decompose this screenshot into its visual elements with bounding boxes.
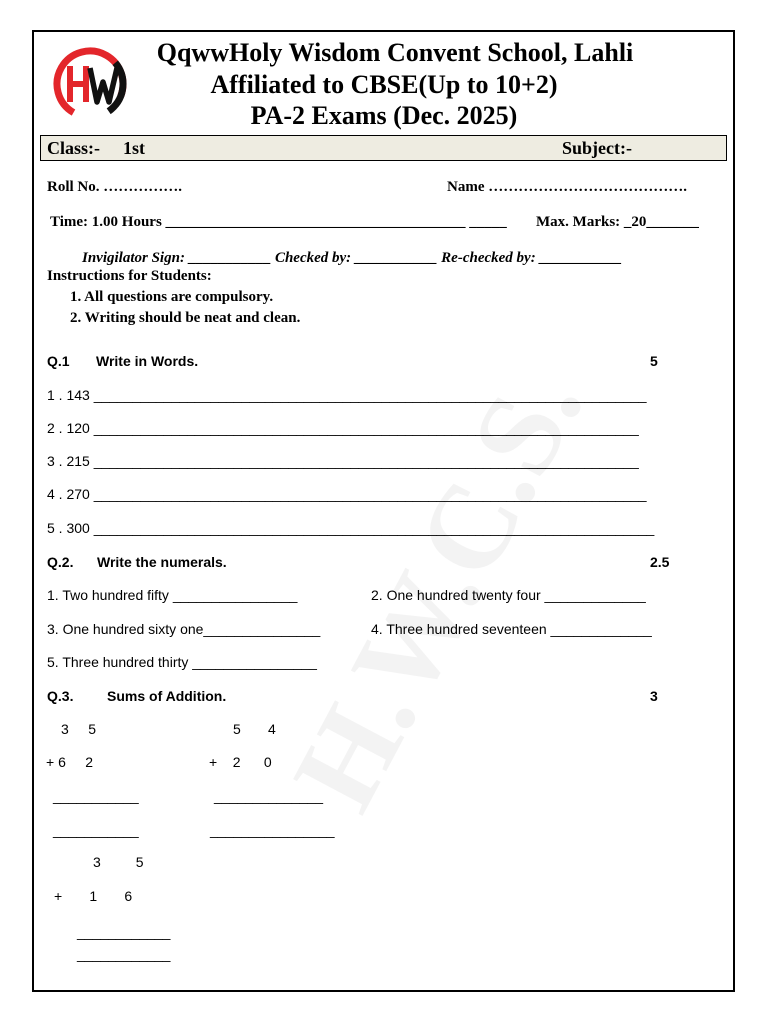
instruction-item: 2. Writing should be neat and clean.: [70, 310, 301, 326]
q1-item[interactable]: 3 . 215 ______________________________________________________________________: [47, 453, 639, 469]
affiliation: Affiliated to CBSE(Up to 10+2): [210, 70, 558, 99]
q1-label: Q.1: [47, 353, 70, 369]
sum2-top: 5 4: [233, 721, 276, 737]
sum1-bottom: + 6 2: [46, 754, 94, 770]
sum3-bottom: + 1 6: [54, 888, 133, 904]
name-field[interactable]: Name ………………………………….: [447, 179, 687, 195]
q1-item[interactable]: 1 . 143 _______________________________________________________________________: [47, 387, 647, 403]
q1-marks: 5: [650, 353, 658, 369]
sum3-answer-line[interactable]: ____________: [77, 924, 171, 940]
q1-item[interactable]: 2 . 120 ______________________________________________________________________: [47, 420, 639, 436]
q2-title: Write the numerals.: [97, 554, 227, 570]
max-marks: Max. Marks: _20_______: [536, 214, 699, 230]
q2-item[interactable]: 4. Three hundred seventeen _____________: [371, 621, 652, 637]
sum2-bottom: + 2 0: [209, 754, 272, 770]
school-name: QqwwHoly Wisdom Convent School, Lahli: [156, 38, 634, 67]
subject-label: Subject:-: [562, 138, 632, 158]
page-border: [32, 30, 735, 992]
q2-label: Q.2.: [47, 554, 74, 570]
instruction-item: 1. All questions are compulsory.: [70, 289, 274, 305]
class-value: 1st: [123, 138, 145, 158]
q2-item[interactable]: 2. One hundred twenty four _____________: [371, 587, 646, 603]
q1-item[interactable]: 4 . 270 _______________________________________________________________________: [47, 486, 647, 502]
class-subject-bar: [40, 135, 727, 161]
sum3-check-line[interactable]: ____________: [77, 946, 171, 962]
q1-item[interactable]: 5 . 300 ________________________________________________________________________: [47, 520, 655, 536]
sum1-answer-line[interactable]: ___________: [53, 788, 139, 804]
q2-item[interactable]: 1. Two hundred fifty ________________: [47, 587, 298, 603]
q3-label: Q.3.: [47, 688, 74, 704]
q3-title: Sums of Addition.: [107, 688, 227, 704]
q2-marks: 2.5: [650, 554, 670, 570]
signature-line: Invigilator Sign: ___________ Checked by: ___________ Re-checked by: ___________: [82, 250, 622, 266]
q1-title: Write in Words.: [96, 353, 199, 369]
q2-item[interactable]: 3. One hundred sixty one_______________: [47, 621, 321, 637]
roll-no-field[interactable]: Roll No. …………….: [47, 179, 182, 195]
sum2-check-line[interactable]: ________________: [210, 822, 335, 838]
class-label: Class:-: [47, 138, 100, 158]
instructions-heading: Instructions for Students:: [47, 268, 212, 284]
exam-title: PA-2 Exams (Dec. 2025): [250, 101, 518, 130]
time-line: Time: 1.00 Hours ________________________________________ _____: [50, 214, 507, 230]
q2-item[interactable]: 5. Three hundred thirty ________________: [47, 654, 317, 670]
sum2-answer-line[interactable]: ______________: [214, 788, 324, 804]
q3-marks: 3: [650, 688, 658, 704]
sum3-top: 3 5: [93, 854, 144, 870]
sum1-check-line[interactable]: ___________: [53, 822, 139, 838]
sum1-top: 3 5: [61, 721, 97, 737]
